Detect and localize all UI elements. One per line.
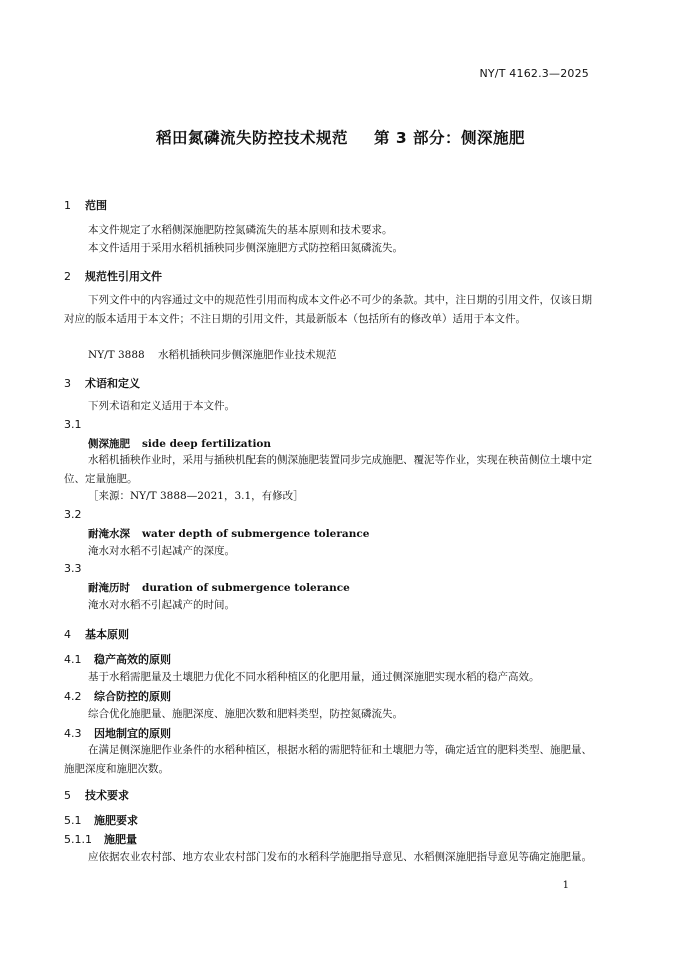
- term-chinese: 侧深施肥: [88, 438, 130, 450]
- section-number: 3: [64, 377, 71, 390]
- subsection-heading: [64, 725, 171, 741]
- subsection-number: 4.3: [64, 727, 82, 740]
- section-number: 1: [64, 199, 71, 212]
- section-title: 范围: [85, 199, 107, 212]
- term-number: 3.1: [64, 418, 82, 431]
- subsection-title: 因地制宜的原则: [94, 727, 171, 740]
- paragraph: 本文件规定了水稻侧深施肥防控氮磷流失的基本原则和技术要求。: [88, 224, 393, 236]
- term-entry: [88, 436, 271, 451]
- section-title: 基本原则: [85, 628, 129, 641]
- term-number: 3.3: [64, 562, 82, 575]
- paragraph: 综合优化施肥量、施肥深度、施肥次数和肥料类型，防控氮磷流失。: [88, 708, 403, 720]
- term-english: water depth of submergence tolerance: [142, 528, 370, 540]
- subsubsection-number: 5.1.1: [64, 833, 92, 846]
- title-part: 第 3 部分：侧深施肥: [373, 129, 526, 147]
- section-4-heading: [64, 626, 129, 642]
- page-number: 1: [562, 880, 569, 891]
- section-number: 5: [64, 789, 71, 802]
- term-definition: 水稻机插秧作业时，采用与插秧机配套的侧深施肥装置同步完成施肥、覆泥等作业，实现在秧苗侧位土壤中定位、定量施肥。: [64, 454, 592, 485]
- title-main: 稻田氮磷流失防控技术规范: [155, 129, 348, 147]
- subsection-heading: [64, 688, 171, 704]
- term-chinese: 耐淹历时: [88, 582, 130, 594]
- reference-code: NY/T 3888: [88, 349, 145, 361]
- subsection-title: 综合防控的原则: [94, 690, 171, 703]
- term-chinese: 耐淹水深: [88, 528, 130, 540]
- term-english: duration of submergence tolerance: [142, 582, 350, 594]
- term-entry: [88, 526, 369, 541]
- paragraph: 下列术语和定义适用于本文件。: [88, 400, 235, 412]
- term-number: 3.2: [64, 508, 82, 521]
- normative-reference: [88, 347, 337, 362]
- subsection-number: 4.2: [64, 690, 82, 703]
- standard-code-header: NY/T 4162.3—2025: [479, 67, 589, 80]
- section-number: 4: [64, 628, 71, 641]
- subsection-title: 施肥要求: [94, 814, 138, 827]
- paragraph: 在满足侧深施肥作业条件的水稻种植区，根据水稻的需肥特征和土壤肥力等，确定适宜的肥料类型、施肥量、施肥深度和施肥次数。: [64, 744, 592, 775]
- section-title: 规范性引用文件: [85, 270, 162, 283]
- subsection-number: 4.1: [64, 653, 82, 666]
- term-entry: [88, 580, 350, 595]
- section-1-heading: [64, 197, 107, 213]
- subsection-heading: [64, 812, 138, 828]
- paragraph: 基于水稻需肥量及土壤肥力优化不同水稻种植区的化肥用量，通过侧深施肥实现水稻的稳产高效。: [88, 671, 540, 683]
- section-2-heading: [64, 268, 162, 284]
- subsubsection-title: 施肥量: [104, 833, 137, 846]
- document-title: [0, 126, 681, 148]
- term-source: ［来源：NY/T 3888—2021，3.1，有修改］: [88, 490, 304, 502]
- paragraph: 应依据农业农村部、地方农业农村部门发布的水稻科学施肥指导意见、水稻侧深施肥指导意见等确定施肥量。: [88, 851, 592, 863]
- term-definition: 淹水对水稻不引起减产的时间。: [88, 599, 235, 611]
- subsubsection-heading: [64, 831, 137, 847]
- section-3-heading: [64, 375, 140, 391]
- subsection-heading: [64, 651, 171, 667]
- subsection-number: 5.1: [64, 814, 82, 827]
- paragraph: 下列文件中的内容通过文中的规范性引用而构成本文件必不可少的条款。其中，注日期的引用文件，仅该日期对应的版本适用于本文件；不注日期的引用文件，其最新版本（包括所有的修改单）适用于本文件。: [64, 294, 592, 325]
- section-number: 2: [64, 270, 71, 283]
- section-title: 技术要求: [85, 789, 129, 802]
- section-5-heading: [64, 787, 129, 803]
- term-english: side deep fertilization: [142, 438, 272, 450]
- term-definition: 淹水对水稻不引起减产的深度。: [88, 545, 235, 557]
- section-title: 术语和定义: [85, 377, 140, 390]
- paragraph: 本文件适用于采用水稻机插秧同步侧深施肥方式防控稻田氮磷流失。: [88, 242, 403, 254]
- reference-title: 水稻机插秧同步侧深施肥作业技术规范: [158, 349, 337, 361]
- subsection-title: 稳产高效的原则: [94, 653, 171, 666]
